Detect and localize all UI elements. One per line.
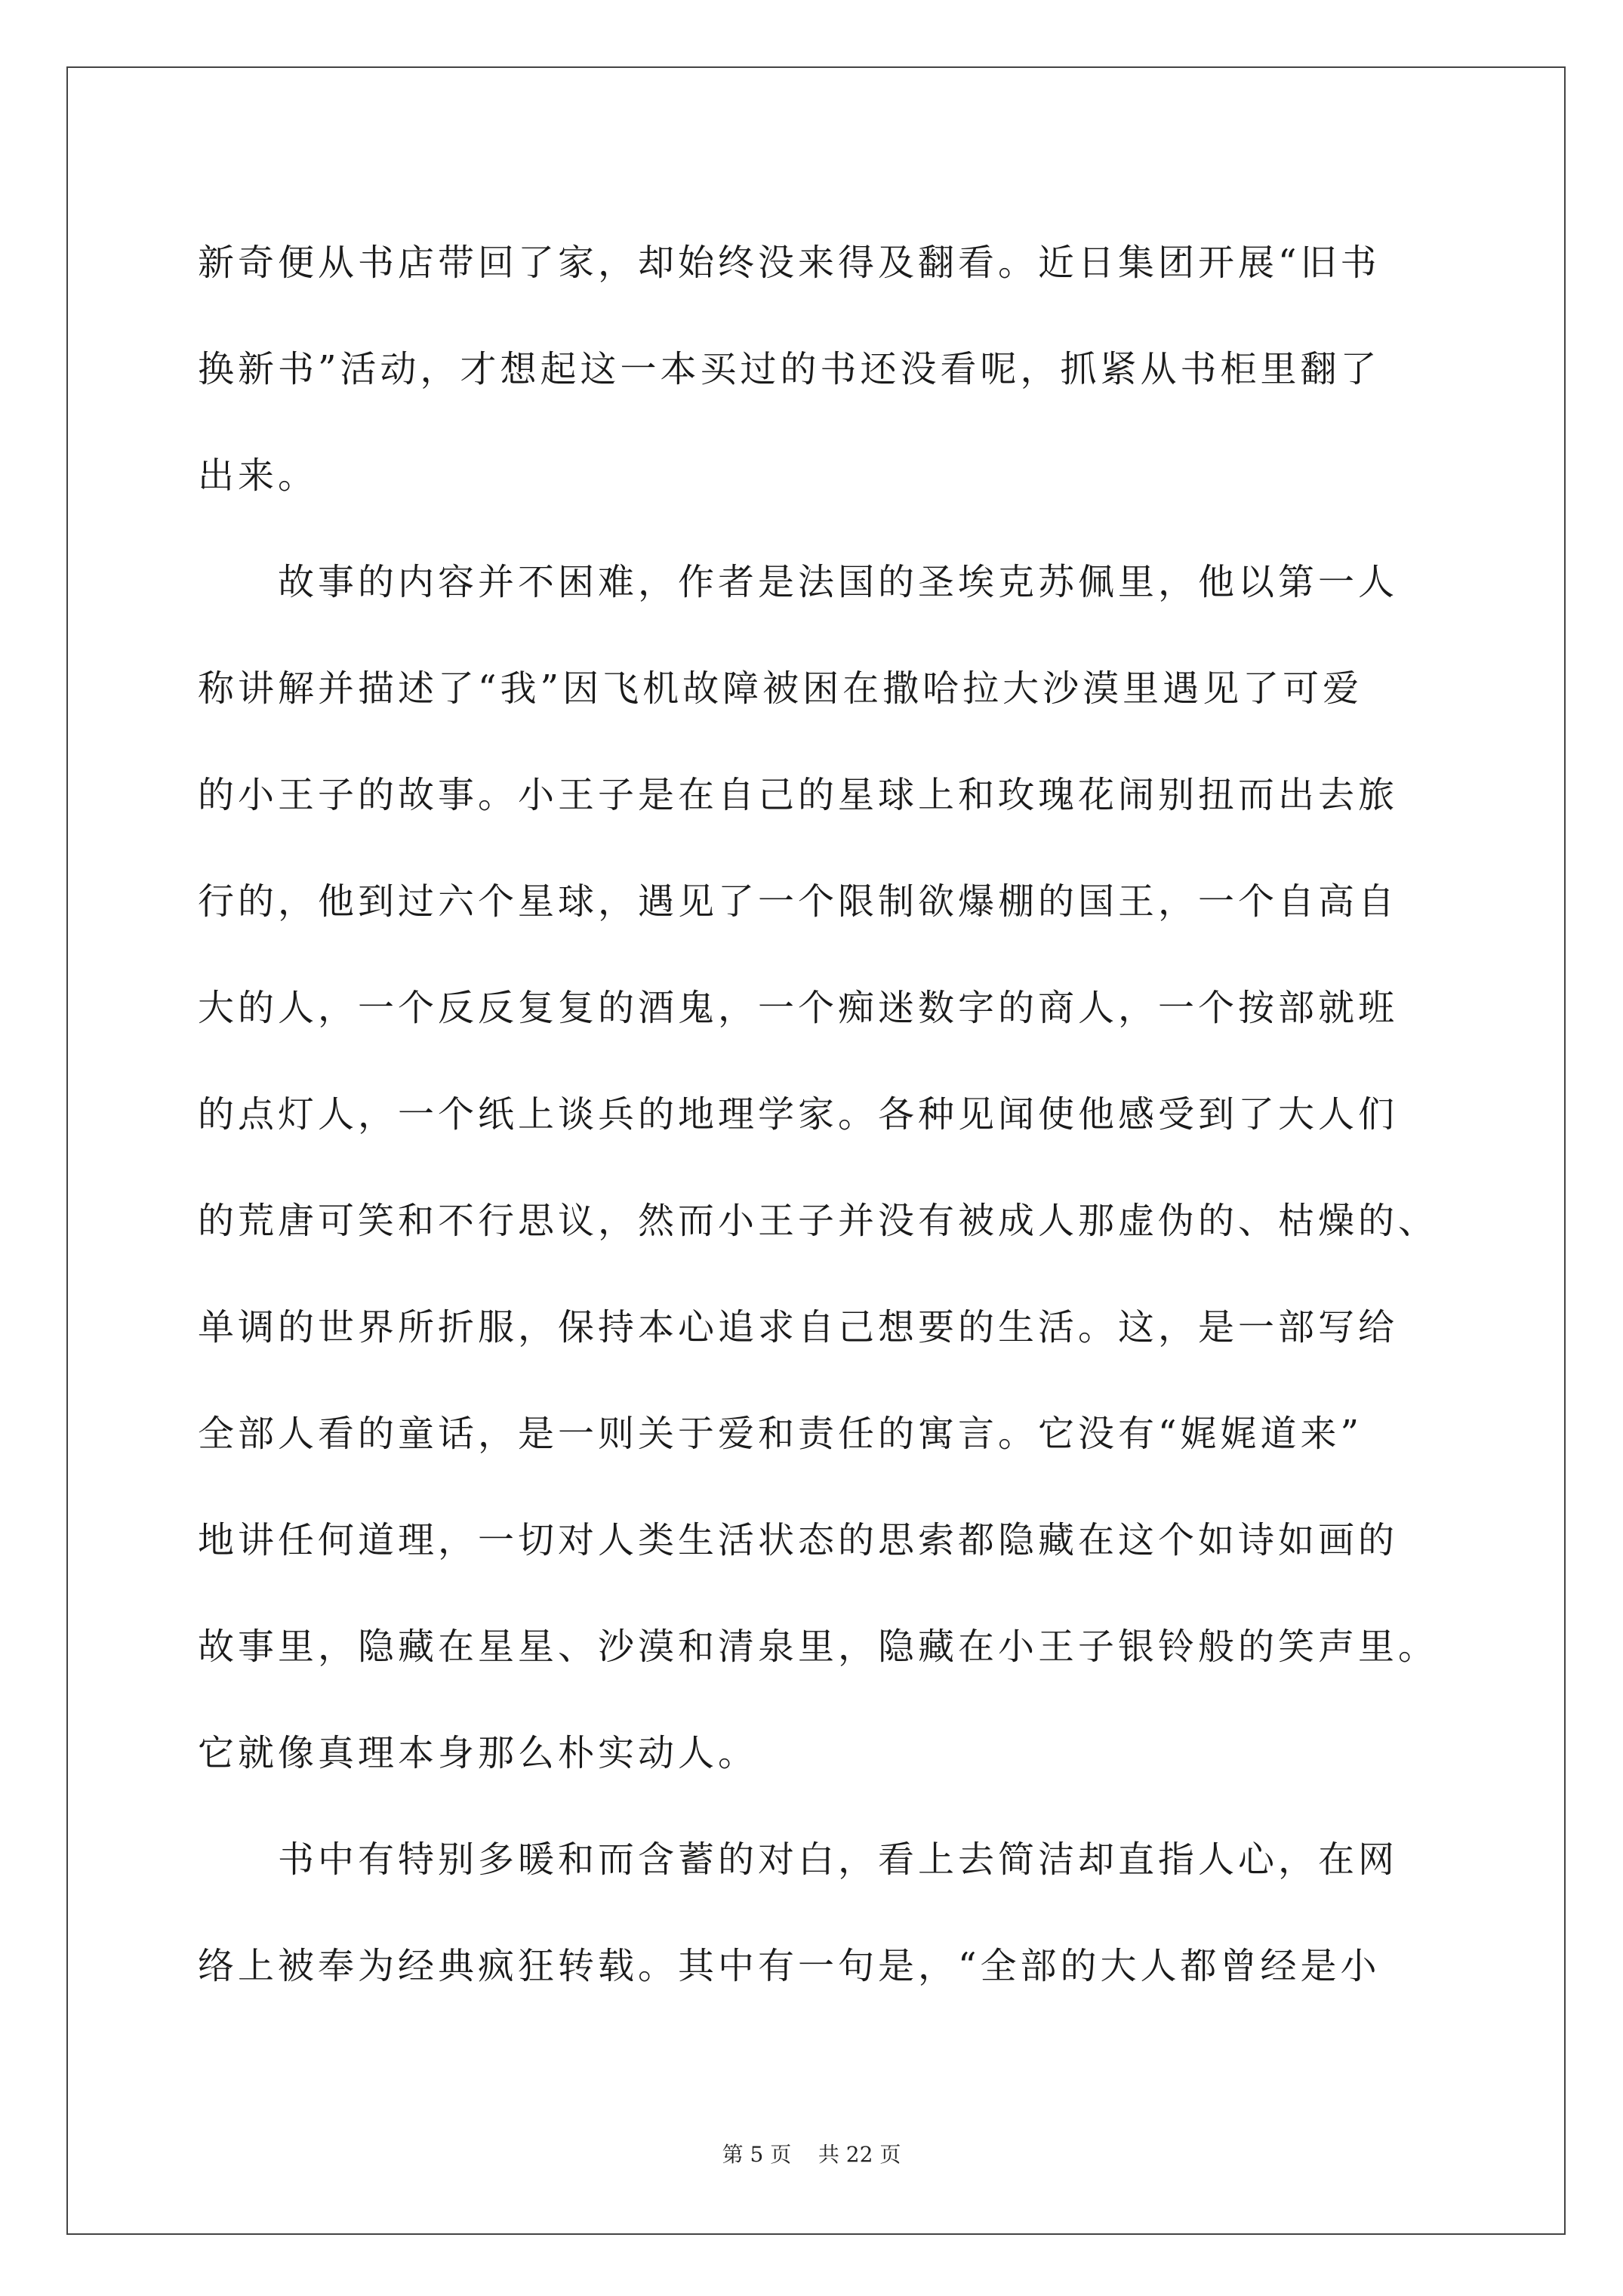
page-footer — [0, 2140, 1623, 2170]
text-line: 的荒唐可笑和不行思议，然而小王子并没有被成人那虚伪的、枯燥的、 — [198, 1200, 1439, 1242]
text-line: 换新书”活动，才想起这一本买过的书还没看呢，抓紧从书柜里翻了 — [198, 348, 1381, 390]
page-number: 第 5 页 — [722, 2142, 792, 2167]
document-body — [198, 210, 1439, 2020]
text-line: 行的，他到过六个星球，遇见了一个限制欲爆棚的国王，一个自高自 — [198, 880, 1399, 923]
text-line: 称讲解并描述了“我”因飞机故障被困在撒哈拉大沙漠里遇见了可爱 — [198, 667, 1363, 710]
text-line: 大的人，一个反反复复的酒鬼，一个痴迷数字的商人，一个按部就班 — [198, 987, 1399, 1029]
text-line: 地讲任何道理，一切对人类生活状态的思索都隐藏在这个如诗如画的 — [198, 1519, 1399, 1561]
text-line: 单调的世界所折服，保持本心追求自己想要的生活。这，是一部写给 — [198, 1306, 1399, 1348]
text-line: 全部人看的童话，是一则关于爱和责任的寓言。它没有“娓娓道来” — [198, 1413, 1363, 1455]
text-line: 故事的内容并不困难，作者是法国的圣埃克苏佩里，他以第一人 — [198, 561, 1399, 603]
page-total: 共 22 页 — [818, 2142, 901, 2167]
text-line: 书中有特别多暖和而含蓄的对白，看上去简洁却直指人心，在网 — [198, 1838, 1399, 1881]
text-line: 新奇便从书店带回了家，却始终没来得及翻看。近日集团开展“旧书 — [198, 242, 1381, 284]
text-line: 络上被奉为经典疯狂转载。其中有一句是，“全部的大人都曾经是小 — [198, 1945, 1381, 1987]
text-line: 出来。 — [198, 455, 319, 497]
text-line: 故事里，隐藏在星星、沙漠和清泉里，隐藏在小王子银铃般的笑声里。 — [198, 1626, 1439, 1668]
text-line: 它就像真理本身那么朴实动人。 — [198, 1732, 759, 1774]
text-line: 的点灯人，一个纸上谈兵的地理学家。各种见闻使他感受到了大人们 — [198, 1093, 1399, 1136]
text-line: 的小王子的故事。小王子是在自己的星球上和玫瑰花闹别扭而出去旅 — [198, 774, 1399, 816]
